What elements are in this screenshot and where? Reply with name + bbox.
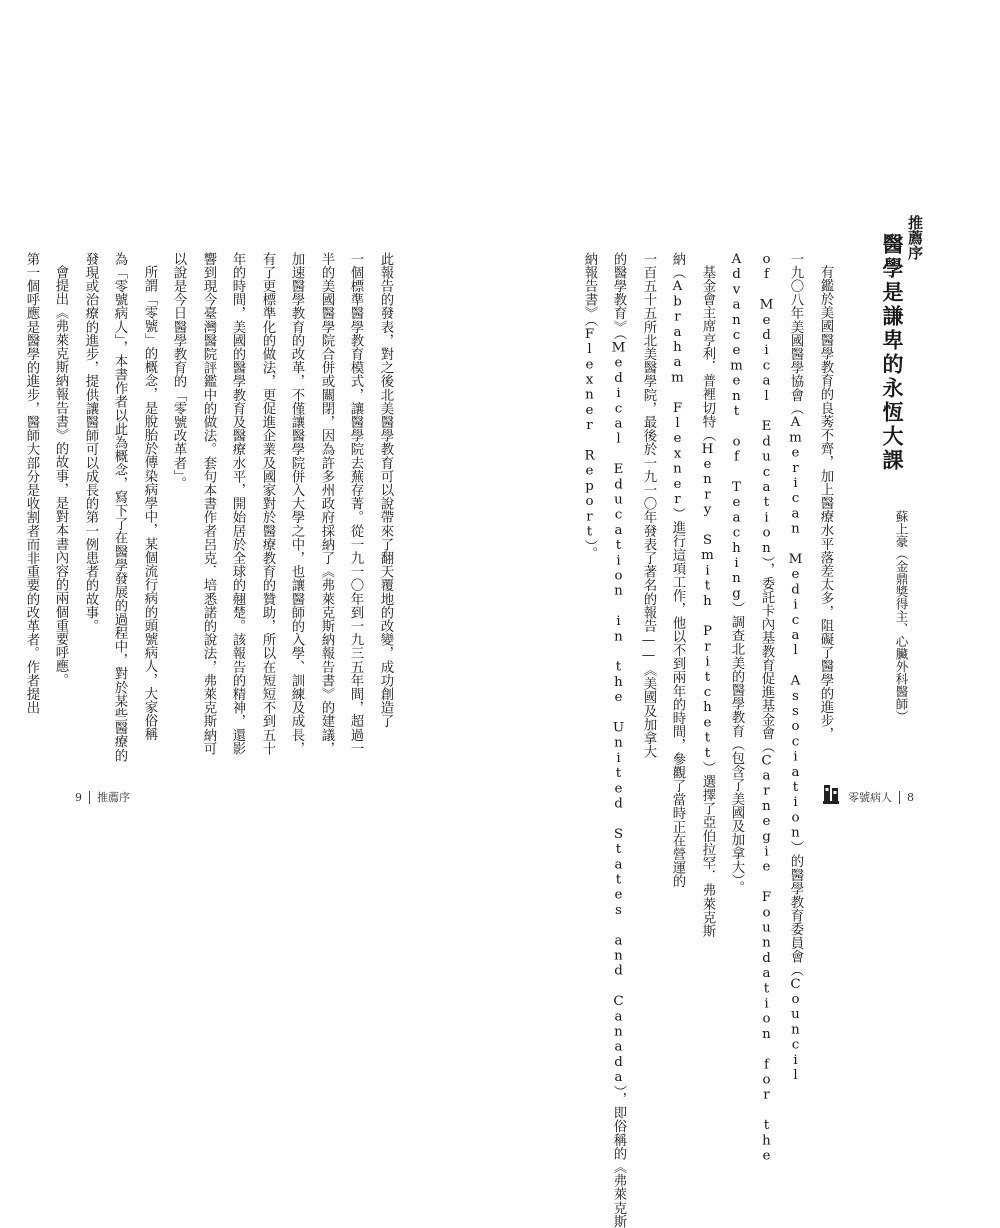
right-page-footer	[848, 786, 914, 808]
left-body-line-2: 一個標準醫學教育模式，讓醫學院去蕪存菁。從一九一〇年到一九三五年間，超過一	[348, 252, 363, 756]
section-label: 推薦序	[906, 215, 924, 260]
left-body-line-1: 此報告的發表，對之後北美醫學教育可以說帶來了翻天覆地的改變，成功創造了	[378, 252, 393, 728]
right-body-line-6: 納（Abraham Flexner）進行這項工作，他以不到兩年的時間，參觀了當時正在營運的	[670, 252, 685, 888]
left-page-footer	[75, 786, 130, 808]
footer-divider	[899, 791, 900, 804]
right-page	[500, 0, 1000, 1228]
left-body-line-3: 半的美國醫學院合併或關閉，因為許多州政府採納了《弗萊克斯納報告書》的建議，	[319, 252, 334, 756]
right-body-line-2: 一九〇八年美國醫學協會（American Medical Association）的醫學教育委員會（Council	[788, 252, 803, 1084]
left-body-line-13: 第一個呼應是醫學的進步，醫師大部分是收割者而非重要的改革者。作者提出	[24, 252, 39, 715]
left-body-line-11: 發現或治療的進步，提供讓醫師可以成長的第一例患者的故事。	[83, 252, 98, 633]
author-byline: 蘇上豪（金鼎獎得主、心臟外科醫師）	[894, 510, 909, 723]
essay-title: 醫學是謙卑的永恆大課	[880, 233, 905, 473]
left-body-line-4: 加速醫學教育的改革，不僅讓醫學院併入大學之中，也讓醫師的入學、訓練及成長，	[289, 252, 304, 756]
right-body-line-8: 的醫學教育》（Medical Education in the United States and Canada），即俗稱的《弗萊克斯	[611, 252, 626, 1228]
left-body-line-12: 會提出《弗萊克斯納報告書》的故事，是對本書內容的兩個重要呼應。	[53, 265, 68, 687]
right-body-line-5: 基金會主席亨利．普裡切特（Henry Smith Pritchett）選擇了亞伯拉罕．弗萊克斯	[700, 265, 715, 938]
page-number: 9	[75, 790, 82, 804]
right-body-line-7: 一百五十五所北美醫學院，最後於一九一〇年發表了著名的報告——《美國及加拿大	[641, 252, 656, 759]
footer-divider	[89, 791, 90, 804]
right-body-line-3: of Medical Education），委託卡內基教育促進基金會（Carnegie Foundation for the	[759, 252, 774, 1164]
running-header-book-title: 零號病人	[848, 791, 892, 804]
running-header-section: 推薦序	[97, 791, 130, 804]
left-body-line-9: 所謂「零號」的概念，是脫胎於傳染病學中，某個流行病的頭號病人，大家俗稱	[142, 265, 157, 741]
left-body-line-6: 年的時間，美國的醫學教育及醫療水平，開始居於全球的翹楚。該報告的精神，還影	[230, 252, 245, 756]
left-body-line-8: 以說是今日醫學教育的「零號改革者」。	[171, 252, 186, 491]
right-body-line-1: 有鑑於美國醫學教育的良莠不齊，加上醫療水平落差太多，阻礙了醫學的進步，	[818, 265, 833, 741]
left-body-line-7: 響到現今臺灣醫院評鑑中的做法。套句本書作者呂克．培悉諾的說法，弗萊克斯納可	[201, 252, 216, 756]
publisher-logo-icon	[822, 782, 840, 806]
left-body-line-5: 有了更標準化的做法，更促進企業及國家對於醫療教育的贊助，所以在短短不到五十	[260, 252, 275, 756]
left-page	[0, 0, 500, 1000]
page-number: 8	[907, 790, 914, 804]
left-body-line-10: 為「零號病人」，本書作者以此為概念，寫下了在醫學發展的過程中，對於某些醫療的	[112, 252, 127, 763]
right-body-line-9: 納報告書》（Flexner Report）。	[582, 252, 597, 561]
right-body-line-4: Advancement of Teaching）調查北美的醫學教育（包含了美國及加拿大）。	[729, 252, 744, 895]
